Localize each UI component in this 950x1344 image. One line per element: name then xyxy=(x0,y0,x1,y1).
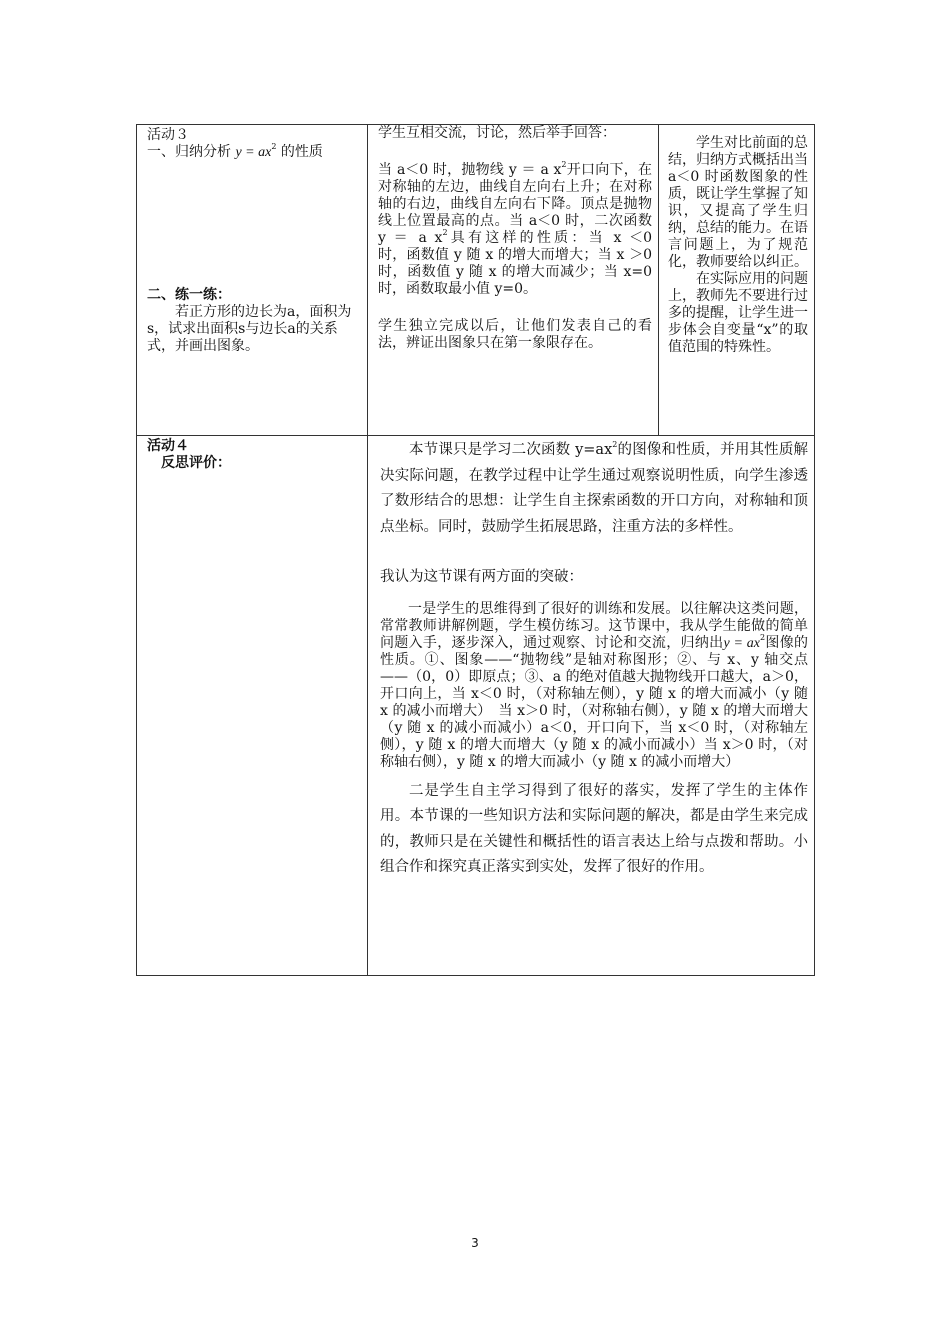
activity3-title: 活动３ xyxy=(147,127,189,143)
activity4-subtitle: 反思评价： xyxy=(161,455,231,471)
lesson-table xyxy=(136,124,815,976)
practice-text: 若正方形的边长为a，面积为s，试求出面积s与边长a的关系式，并画出图象。 xyxy=(147,304,352,354)
page-number: 3 xyxy=(471,1236,479,1250)
student-intro: 学生互相交流，讨论，然后举手回答： xyxy=(378,125,616,141)
student-para1: 当 a＜0 时，抛物线 y ＝ a $x^2$开口向下，在对称轴的左边，曲线自左向右上升；在对称轴的右边，曲线自左向右下降。顶点是抛物线上位置最高的点。当 a＜0 时，二次函数 y ＝ a $x^2$具有这样的性质：当 x ＜0 时，函数值 y 随 x 的增大而增大；当 x ＞0 时，函数值 y 随 x 的增大而减少；当 x=0 时，函数取最小值 y=0。 xyxy=(378,160,680,297)
student-activity-cell xyxy=(368,125,680,436)
reflection-para2: 我认为这节课有两方面的突破： xyxy=(380,569,583,585)
reflection-para3: 一是学生的思维得到了很好的训练和发展。以往解决这类问题，常常教师讲解例题，学生模仿练习。这节课中，我从学生能做的简单问题入手，逐步深入，通过观察、讨论和交流，归纳出$y = ax^2$图像的性质。①、图象——“抛物线”是轴对称图形；②、与 x、y 轴交点——（0，0）即原点；③、a 的绝对值越大抛物线开口越大，a＞0，开口向上，当 x＜0 时，（对称轴左侧），y 随 x 的增大而减小（y 随 x 的减小而增大） 当 x＞0 时，（对称轴右侧），y 随 x 的增大而增大（y 随 x 的减小而减小）a＜0，开口向下，当 x＜0 时，（对称轴左侧），y 随 x 的增大而增大（y 随 x 的减小而减小）当 x＞0 时，（对称轴右侧），y 随 x 的增大而减小（y 随 x 的减小而增大） xyxy=(380,600,809,770)
activity4-label-cell xyxy=(137,436,368,976)
reflection-para4: 二是学生自主学习得到了很好的落实，发挥了学生的主体作用。本节课的一些知识方法和实际问题的解决，都是由学生来完成的，教师只是在关键性和概括性的语言表达上给与点拨和帮助。小组合作和探究真正落实到实处，发挥了很好的作用。 xyxy=(380,782,808,875)
teacher-para2: 在实际应用的问题上，教师先不要进行过多的提醒，让学生进一步体会自变量“x”的取值范围的特殊性。 xyxy=(668,271,808,355)
teacher-para1: 学生对比前面的总结，归纳方式概括出当 a＜0 时函数图象的性质，既让学生掌握了知识，又提高了学生归纳，总结的能力。在语言问题上，为了规范化，教师要给以纠正。 xyxy=(668,135,808,270)
activity4-row xyxy=(137,436,815,976)
formula: y = ax xyxy=(235,145,272,160)
activity3-row xyxy=(137,125,815,436)
student-para2: 学生独立完成以后，让他们发表自己的看法，辨证出图象只在第一象限存在。 xyxy=(378,318,652,351)
activity4-title: 活动４ xyxy=(147,438,189,454)
activity3-label-cell xyxy=(137,125,368,436)
activity3-item1: 一、归纳分析 $y = ax^2$ 的性质 xyxy=(147,142,323,160)
reflection-cell xyxy=(368,436,815,976)
teacher-note-cell xyxy=(659,125,815,436)
practice-title: 二、练一练： xyxy=(147,287,231,303)
reflection-para1: 本节课只是学习二次函数 $y=ax^2$的图像和性质，并用其性质解决实际问题，在教学过程中让学生通过观察说明性质，向学生渗透了数形结合的思想：让学生自主探索函数的开口方向，对称轴和顶点坐标。同时，鼓励学生拓展思路，注重方法的多样性。 xyxy=(380,440,809,535)
